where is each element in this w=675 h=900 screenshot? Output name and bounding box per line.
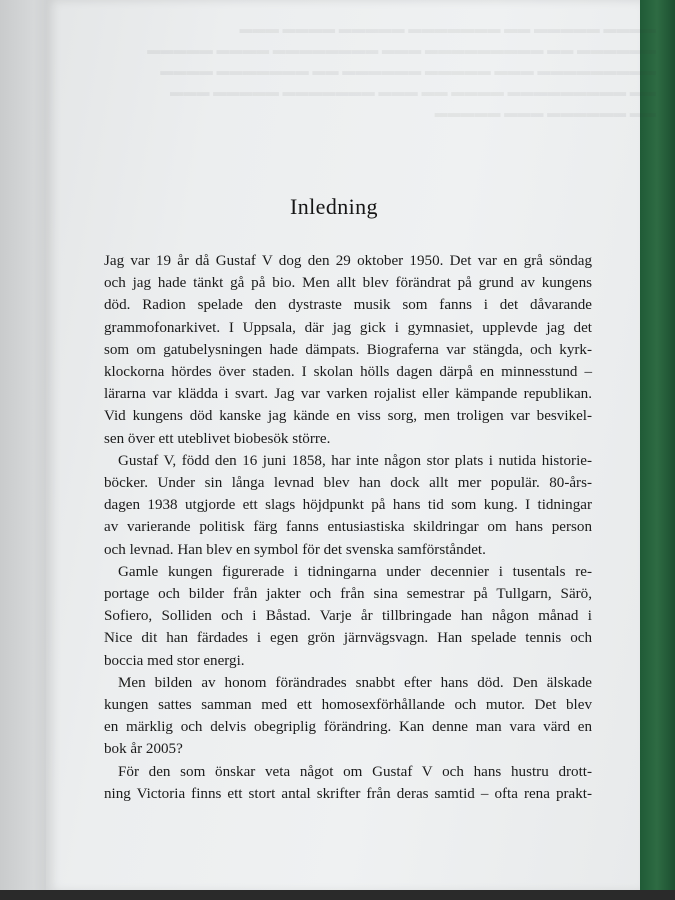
text-line: och levnad. Han blev en symbol för det svenska samförståndet.	[104, 541, 486, 558]
left-page-edge	[0, 0, 48, 900]
paragraph-4	[104, 672, 592, 761]
text-line: böcker. Under sin långa levnad blev han dock allt mer populär. 80-års-	[104, 475, 592, 492]
text-line: ning Victoria finns ett stort antal skrifter från deras samtid – ofta rena prakt-	[104, 785, 592, 802]
green-surface	[639, 0, 675, 900]
paragraph-1	[104, 250, 592, 450]
text-line: Men bilden av honom förändrades snabbt efter hans död. Den älskade	[118, 674, 592, 691]
text-line: och jag hade tänkt gå på bio. Men allt blev förändrat på grund av kungens	[104, 275, 592, 292]
text-line: dagen 1938 utgjorde ett slags höjdpunkt på hans tid som kung. I tidningar	[104, 497, 592, 514]
text-line: bok år 2005?	[104, 741, 183, 758]
text-line: Jag var 19 år då Gustaf V dog den 29 oktober 1950. Det var en grå söndag	[104, 253, 592, 269]
text-line: av varierande politisk färg fanns entusiastiska skildringar om hans person	[104, 519, 592, 536]
text-line: klockorna hördes över staden. I skolan hölls dagen därpå en minnesstund –	[104, 364, 592, 381]
show-through-text: ▬▬▬▬ ▬▬▬▬▬ ▬▬ ▬▬▬▬▬▬▬ ▬▬▬▬▬ ▬▬▬▬ ▬▬▬ ▬▬▬▬▬▬ ▬▬ ▬▬▬▬▬▬▬▬▬ ▬▬▬ ▬▬▬▬▬▬▬▬ ▬▬▬▬ ▬▬▬▬▬ ▬▬▬▬▬▬▬▬▬ ▬▬▬ ▬▬▬▬▬ ▬▬▬▬▬▬ ▬▬ ▬▬▬▬▬▬▬ ▬▬▬▬ ▬▬ ▬▬▬▬▬▬▬▬▬ ▬▬▬▬ ▬▬ ▬▬▬ ▬▬▬▬▬▬▬ ▬▬▬▬▬ ▬▬▬ ▬▬ ▬▬▬▬▬▬ ▬▬▬ ▬▬▬▬▬	[146, 21, 656, 120]
table-edge	[0, 890, 675, 900]
chapter-title: Inledning	[290, 194, 378, 219]
text-line: portage och bilder från jakter och från sina semestrar på Tullgarn, Särö,	[104, 586, 592, 603]
text-line: Gamle kungen figurerade i tidningarna under decennier i tusentals re-	[118, 563, 592, 580]
text-line: För den som önskar veta något om Gustaf V och hans hustru drott-	[118, 763, 592, 780]
paragraph-5	[104, 761, 592, 805]
chapter-body	[104, 250, 592, 805]
text-line: död. Radion spelade den dystraste musik som fanns i det dåvarande	[104, 297, 592, 314]
text-line: kungen sattes samman med ett homosexförhållande och mutor. Det blev	[104, 697, 592, 714]
text-line: Vid kungens död kanske jag kände en viss sorg, men troligen var besvikel-	[104, 408, 592, 425]
text-line: som om gatubelysningen hade dämpats. Biograferna var stängda, och kyrk-	[104, 341, 592, 358]
text-line: lärarna var klädda i svart. Jag var varken rojalist eller kämpande republikan.	[104, 386, 592, 403]
text-line: Sofiero, Solliden och i Båstad. Varje år tillbringade han någon månad i	[104, 608, 592, 625]
text-line: en märklig och delvis obegriplig förändring. Kan denne man vara värd en	[104, 719, 592, 736]
text-line: sen över ett uteblivet biobesök större.	[104, 430, 331, 447]
text-line: Nice dit han färdades i egen grön järnvägsvagn. Han spelade tennis och	[104, 630, 592, 647]
text-line: Gustaf V, född den 16 juni 1858, har inte någon stor plats i nutida historie-	[118, 452, 592, 469]
paragraph-2	[104, 450, 592, 561]
text-line: grammofonarkivet. I Uppsala, där jag gick i gymnasiet, upplevde jag det	[104, 319, 592, 336]
paragraph-3	[104, 561, 592, 672]
text-line: boccia med stor energi.	[104, 652, 245, 669]
